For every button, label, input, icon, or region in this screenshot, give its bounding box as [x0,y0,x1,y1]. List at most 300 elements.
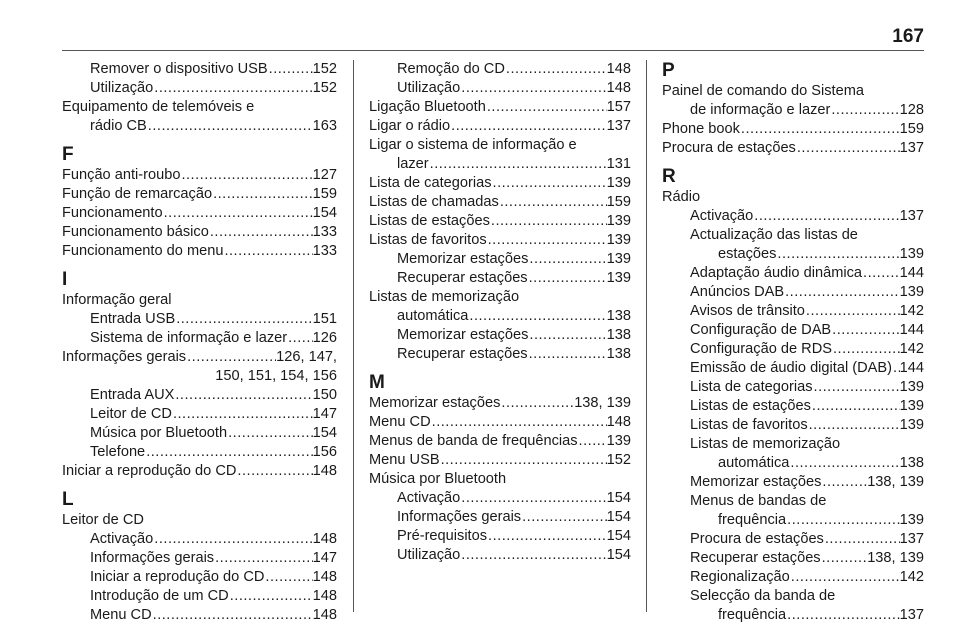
entry-term: Pré-requisitos [397,528,488,544]
index-subentry [662,359,924,378]
page-ref: 144 [899,360,924,376]
index-subentry [662,492,924,530]
page-ref: 144 [899,322,924,338]
entry-term: Procura de estações [662,140,796,156]
entry-line [369,451,631,470]
leader-dots [460,546,606,565]
page-ref: 137 [899,140,924,156]
leader-dots [153,530,312,549]
page-ref: 154 [312,425,337,441]
page-ref: 137 [606,118,631,134]
entry-term-continuation: automática [718,455,790,471]
entry-term-continuation: frequência [718,607,787,623]
page-ref: 157 [606,99,631,115]
leader-dots [892,359,900,378]
index-subentry [62,549,337,568]
leader-dots [528,269,607,288]
entry-line [397,79,631,98]
index-subentry [369,527,631,546]
leader-dots [172,405,313,424]
index-entry [62,462,337,481]
entry-line [397,489,631,508]
leader-dots [786,606,899,625]
index-entry [62,166,337,185]
leader-dots [808,416,900,435]
index-entry [62,185,337,204]
entry-term: Menu CD [90,607,152,623]
page-ref: 159 [899,121,924,137]
leader-dots [236,462,312,481]
page-ref: 154 [606,509,631,525]
entry-term: Informação geral [62,292,172,308]
leader-dots [229,587,313,606]
page-ref: 148 [606,61,631,77]
entry-term: Menus de banda de frequências [369,433,578,449]
leader-dots [805,302,900,321]
entry-term: Procura de estações [690,531,824,547]
index-entry [662,139,924,158]
leader-dots [487,527,607,546]
entry-line [397,250,631,269]
index-subentry [62,310,337,329]
entry-line [62,185,337,204]
page-ref: 138 [606,327,631,343]
page-ref-continuation: 150, 151, 154, 156 [215,368,337,384]
page-ref: 148 [312,463,337,479]
entry-line [369,212,631,231]
entry-term: Funcionamento do menu [62,243,224,259]
entry-line [90,60,337,79]
index-entry [369,451,631,470]
index-subentry [369,546,631,565]
entry-term: Menu USB [369,452,440,468]
entry-term-continuation: estações [718,246,777,262]
index-subentry [369,60,631,79]
leader-dots [528,250,606,269]
leader-dots [505,60,607,79]
page-ref: 142 [899,569,924,585]
entry-line [690,473,924,492]
entry-line [397,60,631,79]
leader-dots [468,307,606,326]
leader-dots [821,473,867,492]
entry-line [90,386,337,405]
index-subentry [662,397,924,416]
index-subentry [662,435,924,473]
page-ref: 139 [899,246,924,262]
entry-line [369,394,631,413]
leader-dots [578,432,607,451]
index-subentry [369,326,631,345]
page-ref: 156 [312,444,337,460]
page-ref: 148 [312,588,337,604]
entry-line [690,416,924,435]
entry-term: Listas de favoritos [690,417,808,433]
entry-line [90,606,337,625]
index-entry [62,98,337,136]
index-subentry [369,79,631,98]
entry-line [90,424,337,443]
index-subentry [369,269,631,288]
entry-term: Emissão de áudio digital (DAB) [690,360,892,376]
entry-line [90,530,337,549]
entry-term: Ligação Bluetooth [369,99,486,115]
entry-term: Phone book [662,121,740,137]
leader-dots [440,451,607,470]
section-letter: L [62,489,74,510]
page-ref: 147 [312,550,337,566]
entry-term: Música por Bluetooth [369,471,507,487]
entry-term: Painel de comando do Sistema [662,83,865,99]
page-ref: 152 [312,80,337,96]
index-subentry [62,424,337,443]
index-subentry [62,530,337,549]
page-ref: 148 [312,531,337,547]
index-entry [369,98,631,117]
page-ref: 142 [899,303,924,319]
leader-dots [796,139,900,158]
index-subentry [62,386,337,405]
page-ref: 128 [899,102,924,118]
leader-dots [147,117,313,136]
page-ref: 139 [899,398,924,414]
entry-line [397,269,631,288]
leader-dots [784,283,900,302]
entry-term: Utilização [397,80,461,96]
entry-line [369,307,631,326]
index-subentry [62,606,337,625]
entry-term: Funcionamento básico [62,224,209,240]
page-ref: 139 [606,213,631,229]
leader-dots [500,394,574,413]
leader-dots [145,443,312,462]
page-ref: 138, 139 [574,395,631,411]
entry-line [662,101,924,120]
page-ref: 152 [312,61,337,77]
index-entry [662,120,924,139]
entry-line [690,454,924,473]
leader-dots [264,568,312,587]
index-subentry [662,321,924,340]
leader-dots [776,245,899,264]
entry-line [690,283,924,302]
entry-term: Menu CD [369,414,431,430]
page-ref: 159 [312,186,337,202]
index-subentry [62,329,337,348]
page-ref: 139 [606,270,631,286]
entry-line [90,405,337,424]
leader-dots [174,386,312,405]
index-entry [62,291,337,310]
entry-line [62,117,337,136]
entry-term-continuation: automática [397,308,469,324]
entry-line [369,174,631,193]
entry-line [90,443,337,462]
leader-dots [209,223,313,242]
entry-line [369,98,631,117]
entry-term: Selecção da banda de [690,588,836,604]
index-entry [369,394,631,413]
page-ref: 148 [312,569,337,585]
entry-term: Listas de chamadas [369,194,499,210]
page-ref: 126 [312,330,337,346]
leader-dots [431,413,607,432]
entry-term: Leitor de CD [90,406,172,422]
index-column-2 [369,60,631,565]
entry-line [397,326,631,345]
leader-dots [811,397,900,416]
entry-term: Activação [397,490,461,506]
index-subentry [62,568,337,587]
index-subentry [662,587,924,625]
leader-dots [786,511,899,530]
leader-dots [831,321,899,340]
index-entry [369,432,631,451]
leader-dots [789,454,899,473]
page-ref: 139 [606,251,631,267]
entry-line [90,79,337,98]
page-ref: 126, 147, [276,349,337,365]
page-ref: 151 [312,311,337,327]
leader-dots [212,185,313,204]
entry-line [90,329,337,348]
entry-line [690,549,924,568]
entry-term: Lista de categorias [690,379,813,395]
index-subentry [662,340,924,359]
section-letter: M [369,372,385,393]
entry-line [662,120,924,139]
index-entry [369,231,631,250]
entry-term: Música por Bluetooth [90,425,228,441]
entry-term: Configuração de RDS [690,341,832,357]
page-ref: 148 [606,80,631,96]
entry-line [62,242,337,261]
header-rule [62,50,924,51]
page-ref: 138 [899,455,924,471]
entry-term: Telefone [90,444,146,460]
leader-dots [487,231,607,250]
entry-term: Listas de memorização [369,289,520,305]
leader-dots [830,101,899,120]
entry-line [690,606,924,625]
entry-line [62,223,337,242]
page-ref: 137 [899,208,924,224]
entry-term: Função de remarcação [62,186,213,202]
index-subentry [369,345,631,364]
index-subentry [662,283,924,302]
entry-line [369,413,631,432]
leader-dots [460,489,606,508]
leader-dots [528,345,607,364]
index-entry [62,242,337,261]
index-entry [62,204,337,223]
page-ref: 159 [606,194,631,210]
index-column-3 [662,60,924,625]
leader-dots [499,193,607,212]
leader-dots [180,166,312,185]
column-divider [353,60,354,612]
entry-term: Listas de memorização [690,436,841,452]
entry-term: Recuperar estações [397,346,528,362]
entry-line [90,568,337,587]
index-entry [369,117,631,136]
leader-dots [490,212,607,231]
leader-dots [152,606,313,625]
index-entry [62,348,337,386]
entry-term: Entrada USB [90,311,176,327]
leader-dots [153,79,312,98]
page-ref: 148 [312,607,337,623]
entry-term: Regionalização [690,569,790,585]
page-ref: 139 [899,379,924,395]
entry-term: Memorizar estações [690,474,822,490]
entry-term: Memorizar estações [397,251,529,267]
page-ref: 139 [899,417,924,433]
page-ref: 154 [606,528,631,544]
leader-dots [813,378,900,397]
page-number: 167 [892,26,924,47]
entry-line [62,166,337,185]
leader-dots [521,508,607,527]
index-subentry [62,405,337,424]
index-subentry [662,207,924,226]
index-entry [662,82,924,120]
index-subentry [369,250,631,269]
entry-line [397,345,631,364]
section-letter: I [62,269,68,290]
entry-term-continuation: rádio CB [90,118,147,134]
page-ref: 144 [899,265,924,281]
index-subentry [662,549,924,568]
entry-term: Anúncios DAB [690,284,785,300]
entry-line [397,527,631,546]
entry-line [90,310,337,329]
leader-dots [753,207,899,226]
entry-line [690,530,924,549]
entry-term: Recuperar estações [397,270,528,286]
page-ref: 154 [606,547,631,563]
page-ref: 154 [312,205,337,221]
leader-dots [429,155,607,174]
entry-term: Introdução de um CD [90,588,229,604]
entry-term: Utilização [397,547,461,563]
entry-term: Informações gerais [62,349,187,365]
page-ref: 133 [312,243,337,259]
index-subentry [62,443,337,462]
entry-term: Função anti-roubo [62,167,181,183]
entry-term: Remover o dispositivo USB [90,61,268,77]
leader-dots [790,568,900,587]
leader-dots [821,549,868,568]
section-letter: R [662,166,676,187]
index-entry [369,193,631,212]
page-ref: 127 [312,167,337,183]
index-subentry [369,489,631,508]
entry-term-continuation: lazer [397,156,429,172]
entry-line [690,511,924,530]
column-divider [646,60,647,612]
leader-dots [528,326,606,345]
page-ref: 139 [606,232,631,248]
leader-dots [450,117,607,136]
page-ref: 139 [606,433,631,449]
entry-line [662,139,924,158]
entry-line [62,204,337,223]
entry-term: Listas de favoritos [369,232,487,248]
leader-dots [227,424,313,443]
page-ref: 163 [312,118,337,134]
page-ref: 131 [606,156,631,172]
index-subentry [662,378,924,397]
entry-term: Rádio [662,189,701,205]
entry-term-continuation: de informação e lazer [690,102,831,118]
page-ref: 139 [899,284,924,300]
entry-line [62,348,337,367]
entry-term: Memorizar estações [369,395,501,411]
entry-term: Sistema de informação e lazer [90,330,288,346]
index-subentry [662,473,924,492]
entry-line [690,359,924,378]
leader-dots [163,204,313,223]
entry-term: Funcionamento [62,205,163,221]
entry-line [369,155,631,174]
entry-line [369,432,631,451]
index-entry [369,413,631,432]
index-subentry [62,79,337,98]
entry-term: Lista de categorias [369,175,492,191]
leader-dots [214,549,313,568]
entry-term: Activação [90,531,154,547]
page-ref: 138, 139 [867,474,924,490]
index-entry [662,188,924,207]
page-ref: 139 [899,512,924,528]
entry-term: Memorizar estações [397,327,529,343]
index-subentry [369,508,631,527]
entry-term: Adaptação áudio dinâmica [690,265,863,281]
entry-line [397,546,631,565]
index-entry [62,223,337,242]
entry-term: Equipamento de telemóveis e [62,99,255,115]
page-ref: 138, 139 [867,550,924,566]
entry-term: Listas de estações [369,213,490,229]
entry-term: Avisos de trânsito [690,303,805,319]
entry-term: Remoção do CD [397,61,505,77]
index-subentry [662,226,924,264]
entry-term: Leitor de CD [62,512,144,528]
page-ref: 147 [312,406,337,422]
entry-line [90,549,337,568]
leader-dots [486,98,607,117]
leader-dots [824,530,900,549]
entry-term: Activação [690,208,754,224]
entry-term: Entrada AUX [90,387,175,403]
entry-term: Ligar o rádio [369,118,451,134]
index-subentry [662,568,924,587]
entry-term: Actualização das listas de [690,227,858,243]
entry-line [369,117,631,136]
entry-line [369,193,631,212]
leader-dots [460,79,606,98]
page-ref: 150 [312,387,337,403]
entry-term: Informações gerais [90,550,215,566]
entry-line [690,568,924,587]
entry-term: Informações gerais [397,509,522,525]
entry-term: Menus de bandas de [690,493,827,509]
entry-term: Utilização [90,80,154,96]
page-ref: 133 [312,224,337,240]
leader-dots [268,60,313,79]
page-ref: 148 [606,414,631,430]
